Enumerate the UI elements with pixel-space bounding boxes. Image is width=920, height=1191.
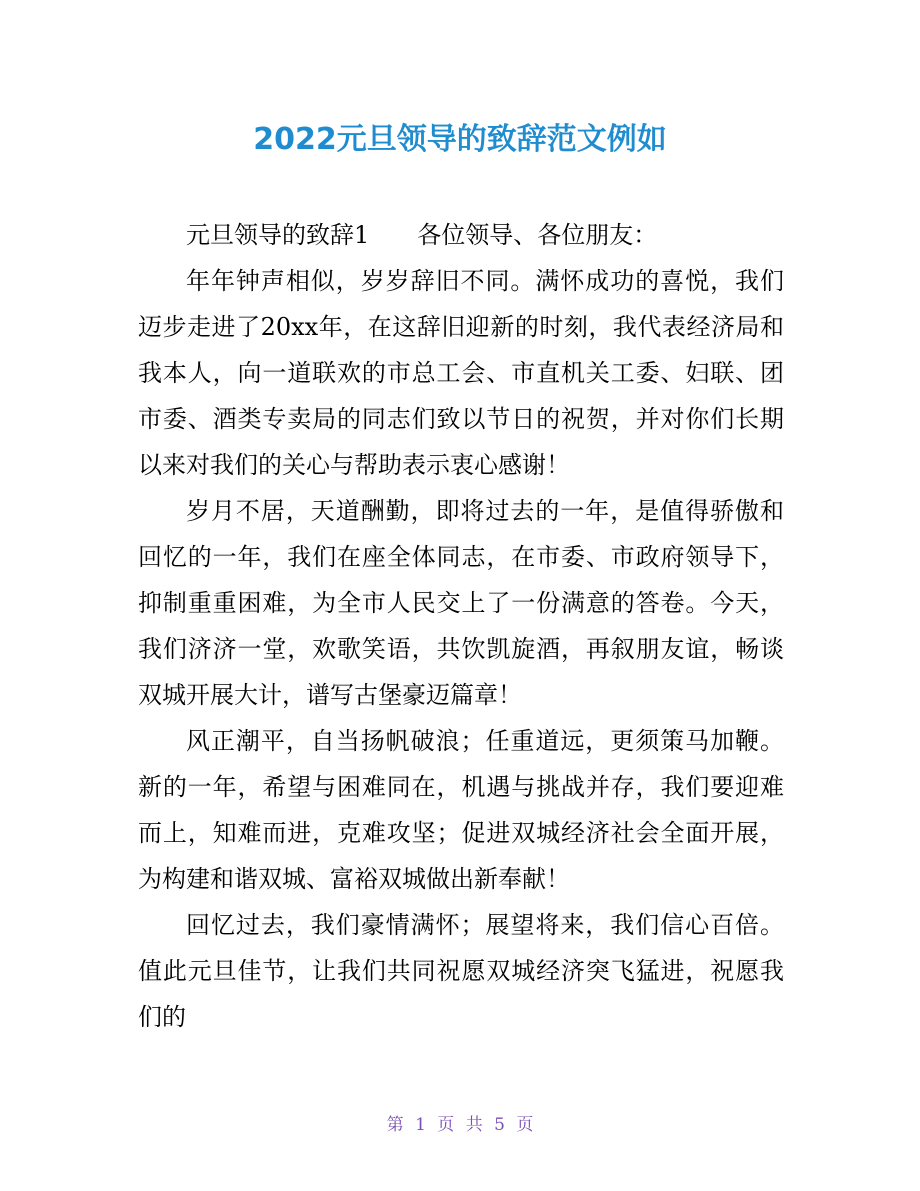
footer-total-prefix: 共 [465, 1115, 483, 1135]
paragraph-1: 年年钟声相似，岁岁辞旧不同。满怀成功的喜悦，我们迈步走进了20xx年，在这辞旧迎新的时刻，我代表经济局和我本人，向一道联欢的市总工会、市直机关工委、妇联、团市委、酒类专卖局的同志们致以节日的祝贺，并对你们长期以来对我们的关心与帮助表示衷心感谢！ [138, 267, 784, 479]
page-title: 2022元旦领导的致辞范文例如 [253, 122, 667, 157]
paragraph-3: 风正潮平，自当扬帆破浪；任重道远，更须策马加鞭。新的一年，希望与困难同在，机遇与挑战并存，我们要迎难而上，知难而进，克难攻坚；促进双城经济社会全面开展，为构建和谐双城、富裕双城做出新奉献！ [138, 727, 784, 893]
footer-page-unit: 页 [437, 1115, 455, 1135]
footer-total-pages: 5 [494, 1115, 505, 1135]
greeting: 各位领导、各位朋友： [417, 221, 658, 249]
document-body [138, 212, 784, 1040]
paragraph-2: 岁月不居，天道酬勤，即将过去的一年，是值得骄傲和回忆的一年，我们在座全体同志，在市委、市政府领导下，抑制重重困难，为全市人民交上了一份满意的答卷。今天，我们济济一堂，欢歌笑语，共饮凯旋酒，再叙朋友谊，畅谈双城开展大计，谱写古堡豪迈篇章！ [138, 497, 784, 709]
speech-heading: 元旦领导的致辞1 [186, 221, 370, 249]
footer-current-page: 1 [415, 1115, 426, 1135]
footer-prefix: 第 [386, 1115, 404, 1135]
footer-total-unit: 页 [516, 1115, 534, 1135]
page-footer [0, 1112, 920, 1138]
salutation-line [138, 212, 784, 258]
paragraph-4: 回忆过去，我们豪情满怀；展望将来，我们信心百倍。值此元旦佳节，让我们共同祝愿双城经济突飞猛进，祝愿我们的 [138, 911, 784, 1031]
